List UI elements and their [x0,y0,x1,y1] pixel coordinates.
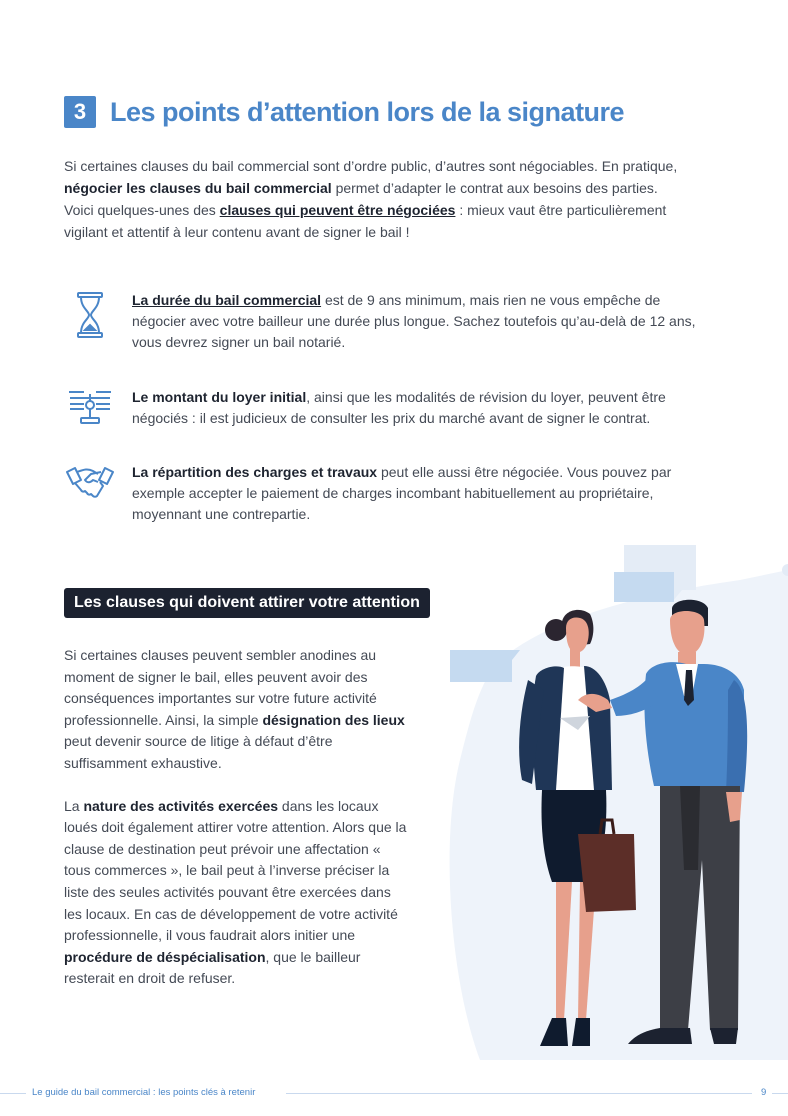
page-number: 9 [761,1087,767,1098]
intro-line-2: permet d’adapter le contrat aux besoins des parties. [331,180,658,196]
item-text: peut elle aussi être négociée. Vous pouvez par exemple accepter le paiement de charges incombant habituellement au propriétaire, moyennant une contrepartie. [132,464,672,522]
intro-line-4: vigilant et attentif à leur contenu avant de signer le bail ! [64,224,410,240]
list-item [64,290,724,353]
item-text: est de 9 ans minimum, mais rien ne vous empêche de négocier avec votre bailleur une durée plus longue. Sachez toutefois qu’au-delà de 12 ans, vous devrez signer un bail notarié. [132,292,696,350]
balance-scale-icon [64,387,116,429]
speech-bubble-icon [614,572,674,602]
footer-divider [286,1093,752,1094]
despecialisation-bold: procédure de déspécialisation [64,948,266,965]
intro-line-3: Voici quelques-unes des [64,202,220,218]
clauses-body [64,645,409,1011]
paragraph-text: peut devenir source de litige à défaut d’être suffisamment exhaustive. [64,733,333,771]
speech-bubble-icon [450,650,520,682]
page-title: Les points d’attention lors de la signature [110,96,625,127]
paragraph-text: , que le bailleur resterait en droit de refuser. [64,948,361,987]
activities-nature-bold: nature des activités exercées [83,797,279,814]
clauses-paragraph-1 [64,645,409,775]
negotiable-clauses-link[interactable]: clauses qui peuvent être négociées [219,202,456,218]
rent-amount-bold: Le montant du loyer initial [132,389,307,405]
paragraph-text: Si certaines clauses peuvent sembler anodines au moment de signer le bail, elles peuvent avoir des conséquences importantes sur votre future activité professionnelle. Ainsi, la simple [64,647,377,728]
intro-line-3-rest: : mieux vaut être particulièrement [455,202,667,218]
charges-bold: La répartition des charges et travaux [132,464,378,480]
clauses-paragraph-2 [64,796,409,990]
lease-duration-link[interactable]: La durée du bail commercial [132,292,322,308]
intro-line-1: Si certaines clauses du bail commercial sont d’ordre public, d’autres sont négociables. En pratique, [64,158,678,174]
item-text: , ainsi que les modalités de révision du loyer, peuvent être négociés : il est judicieux de consulter les prix du marché avant de signer le contrat. [132,389,666,426]
paragraph-text: La [64,797,84,814]
premises-designation-bold: désignation des lieux [262,711,405,728]
handshake-icon [64,462,116,525]
section-title [64,96,624,128]
intro-paragraph [64,155,724,243]
intro-bold: négocier les clauses du bail commercial [64,180,332,196]
paragraph-text: dans les locaux loués doit également attirer votre attention. Alors que la clause de destination peut prévoir une affectation « tous commerces », le bail peut à l’inverse préciser la liste des seules activités pouvant être exercées dans les locaux. En cas de développement de votre activité professionnelle, il vous faudrait alors initier une [64,797,407,944]
hourglass-icon [64,290,116,353]
list-item [64,462,724,525]
business-people-illustration [440,540,788,1060]
footer-title: Le guide du bail commercial : les points clés à retenir [32,1087,256,1098]
footer-divider [0,1093,26,1094]
footer-divider [772,1093,788,1094]
section-number-badge: 3 [64,96,96,128]
list-item [64,387,724,429]
clauses-heading: Les clauses qui doivent attirer votre attention [64,588,430,618]
